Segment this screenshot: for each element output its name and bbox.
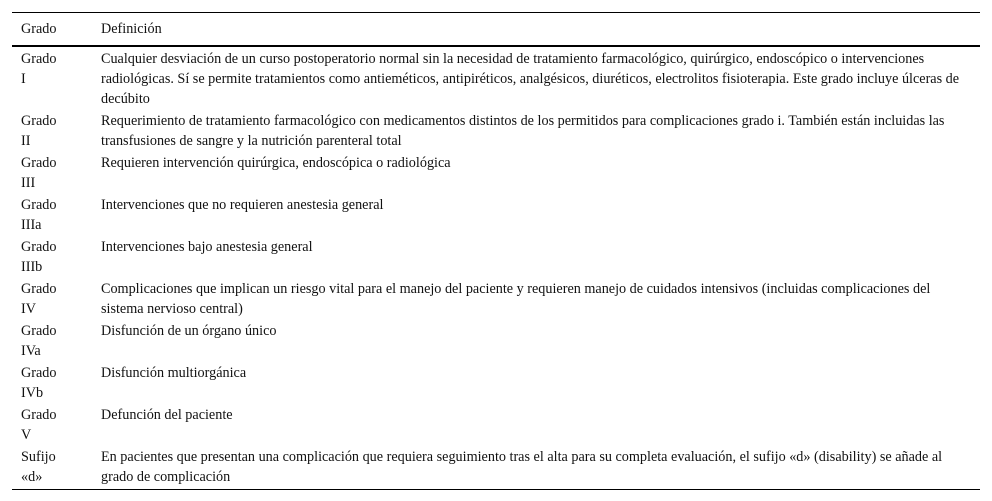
- grade-label: Grado: [21, 239, 57, 255]
- table-row: [12, 362, 980, 404]
- definition-cell: Requerimiento de tratamiento farmacológico con medicamentos distintos de los permitidos para complicaciones grado i. También están incluidas las transfusiones de sangre y la nutrición parenteral total: [101, 113, 945, 149]
- table-row: [12, 278, 980, 320]
- grade-label: V: [21, 427, 32, 443]
- grade-label: IV: [21, 301, 36, 317]
- grade-cell: [12, 362, 91, 404]
- grade-cell: [12, 404, 91, 446]
- grade-label: II: [21, 133, 31, 149]
- table-row: [12, 152, 980, 194]
- definition-cell: Complicaciones que implican un riesgo vital para el manejo del paciente y requieren manejo de cuidados intensivos (incluidas complicaciones del sistema nervioso central): [101, 281, 931, 317]
- grade-label: Grado: [21, 113, 57, 129]
- definition-cell: Cualquier desviación de un curso postoperatorio normal sin la necesidad de tratamiento farmacológico, quirúrgico, endoscópico o intervenciones radiológicas. Sí se permite tratamientos como antieméticos, antipiréticos, analgésicos, diuréticos, electrolitos fisioterapia. Este grado incluye úlceras de decúbito: [101, 51, 960, 107]
- grade-label: Grado: [21, 281, 57, 297]
- table-row: [12, 110, 980, 152]
- grade-label: III: [21, 175, 36, 191]
- definition-cell: Intervenciones que no requieren anestesia general: [101, 197, 384, 213]
- table-header-row: [12, 13, 980, 47]
- table-row: [12, 236, 980, 278]
- grade-cell: [12, 446, 91, 490]
- table-row: [12, 404, 980, 446]
- definition-cell: Intervenciones bajo anestesia general: [101, 239, 313, 255]
- definition-cell: Disfunción multiorgánica: [101, 365, 247, 381]
- header-definition: Definición: [101, 21, 162, 37]
- header-grade: Grado: [21, 21, 57, 37]
- definition-cell: Defunción del paciente: [101, 407, 233, 423]
- definition-cell: Requieren intervención quirúrgica, endoscópica o radiológica: [101, 155, 451, 171]
- table-row: [12, 446, 980, 490]
- grade-cell: [12, 46, 91, 110]
- definition-cell: Disfunción de un órgano único: [101, 323, 277, 339]
- table-row: [12, 194, 980, 236]
- complication-grade-table-container: [12, 12, 980, 490]
- grade-label: Grado: [21, 407, 57, 423]
- grade-cell: [12, 152, 91, 194]
- grade-label: I: [21, 71, 26, 87]
- grade-label: «d»: [21, 469, 43, 485]
- grade-label: Grado: [21, 197, 57, 213]
- complication-grade-table: [12, 12, 980, 490]
- grade-label: IVa: [21, 343, 41, 359]
- grade-label: Grado: [21, 365, 57, 381]
- table-body: [12, 46, 980, 490]
- grade-cell: [12, 320, 91, 362]
- table-row: [12, 320, 980, 362]
- table-row: [12, 46, 980, 110]
- grade-cell: [12, 236, 91, 278]
- grade-label: IVb: [21, 385, 44, 401]
- grade-label: IIIb: [21, 259, 43, 275]
- grade-cell: [12, 110, 91, 152]
- grade-cell: [12, 194, 91, 236]
- grade-label: IIIa: [21, 217, 42, 233]
- definition-cell: En pacientes que presentan una complicación que requiera seguimiento tras el alta para su completa evaluación, el sufijo «d» (disability) se añade al grado de complicación: [101, 449, 943, 485]
- grade-label: Grado: [21, 155, 57, 171]
- grade-label: Grado: [21, 323, 57, 339]
- grade-cell: [12, 278, 91, 320]
- grade-label: Grado: [21, 51, 57, 67]
- grade-label: Sufijo: [21, 449, 56, 465]
